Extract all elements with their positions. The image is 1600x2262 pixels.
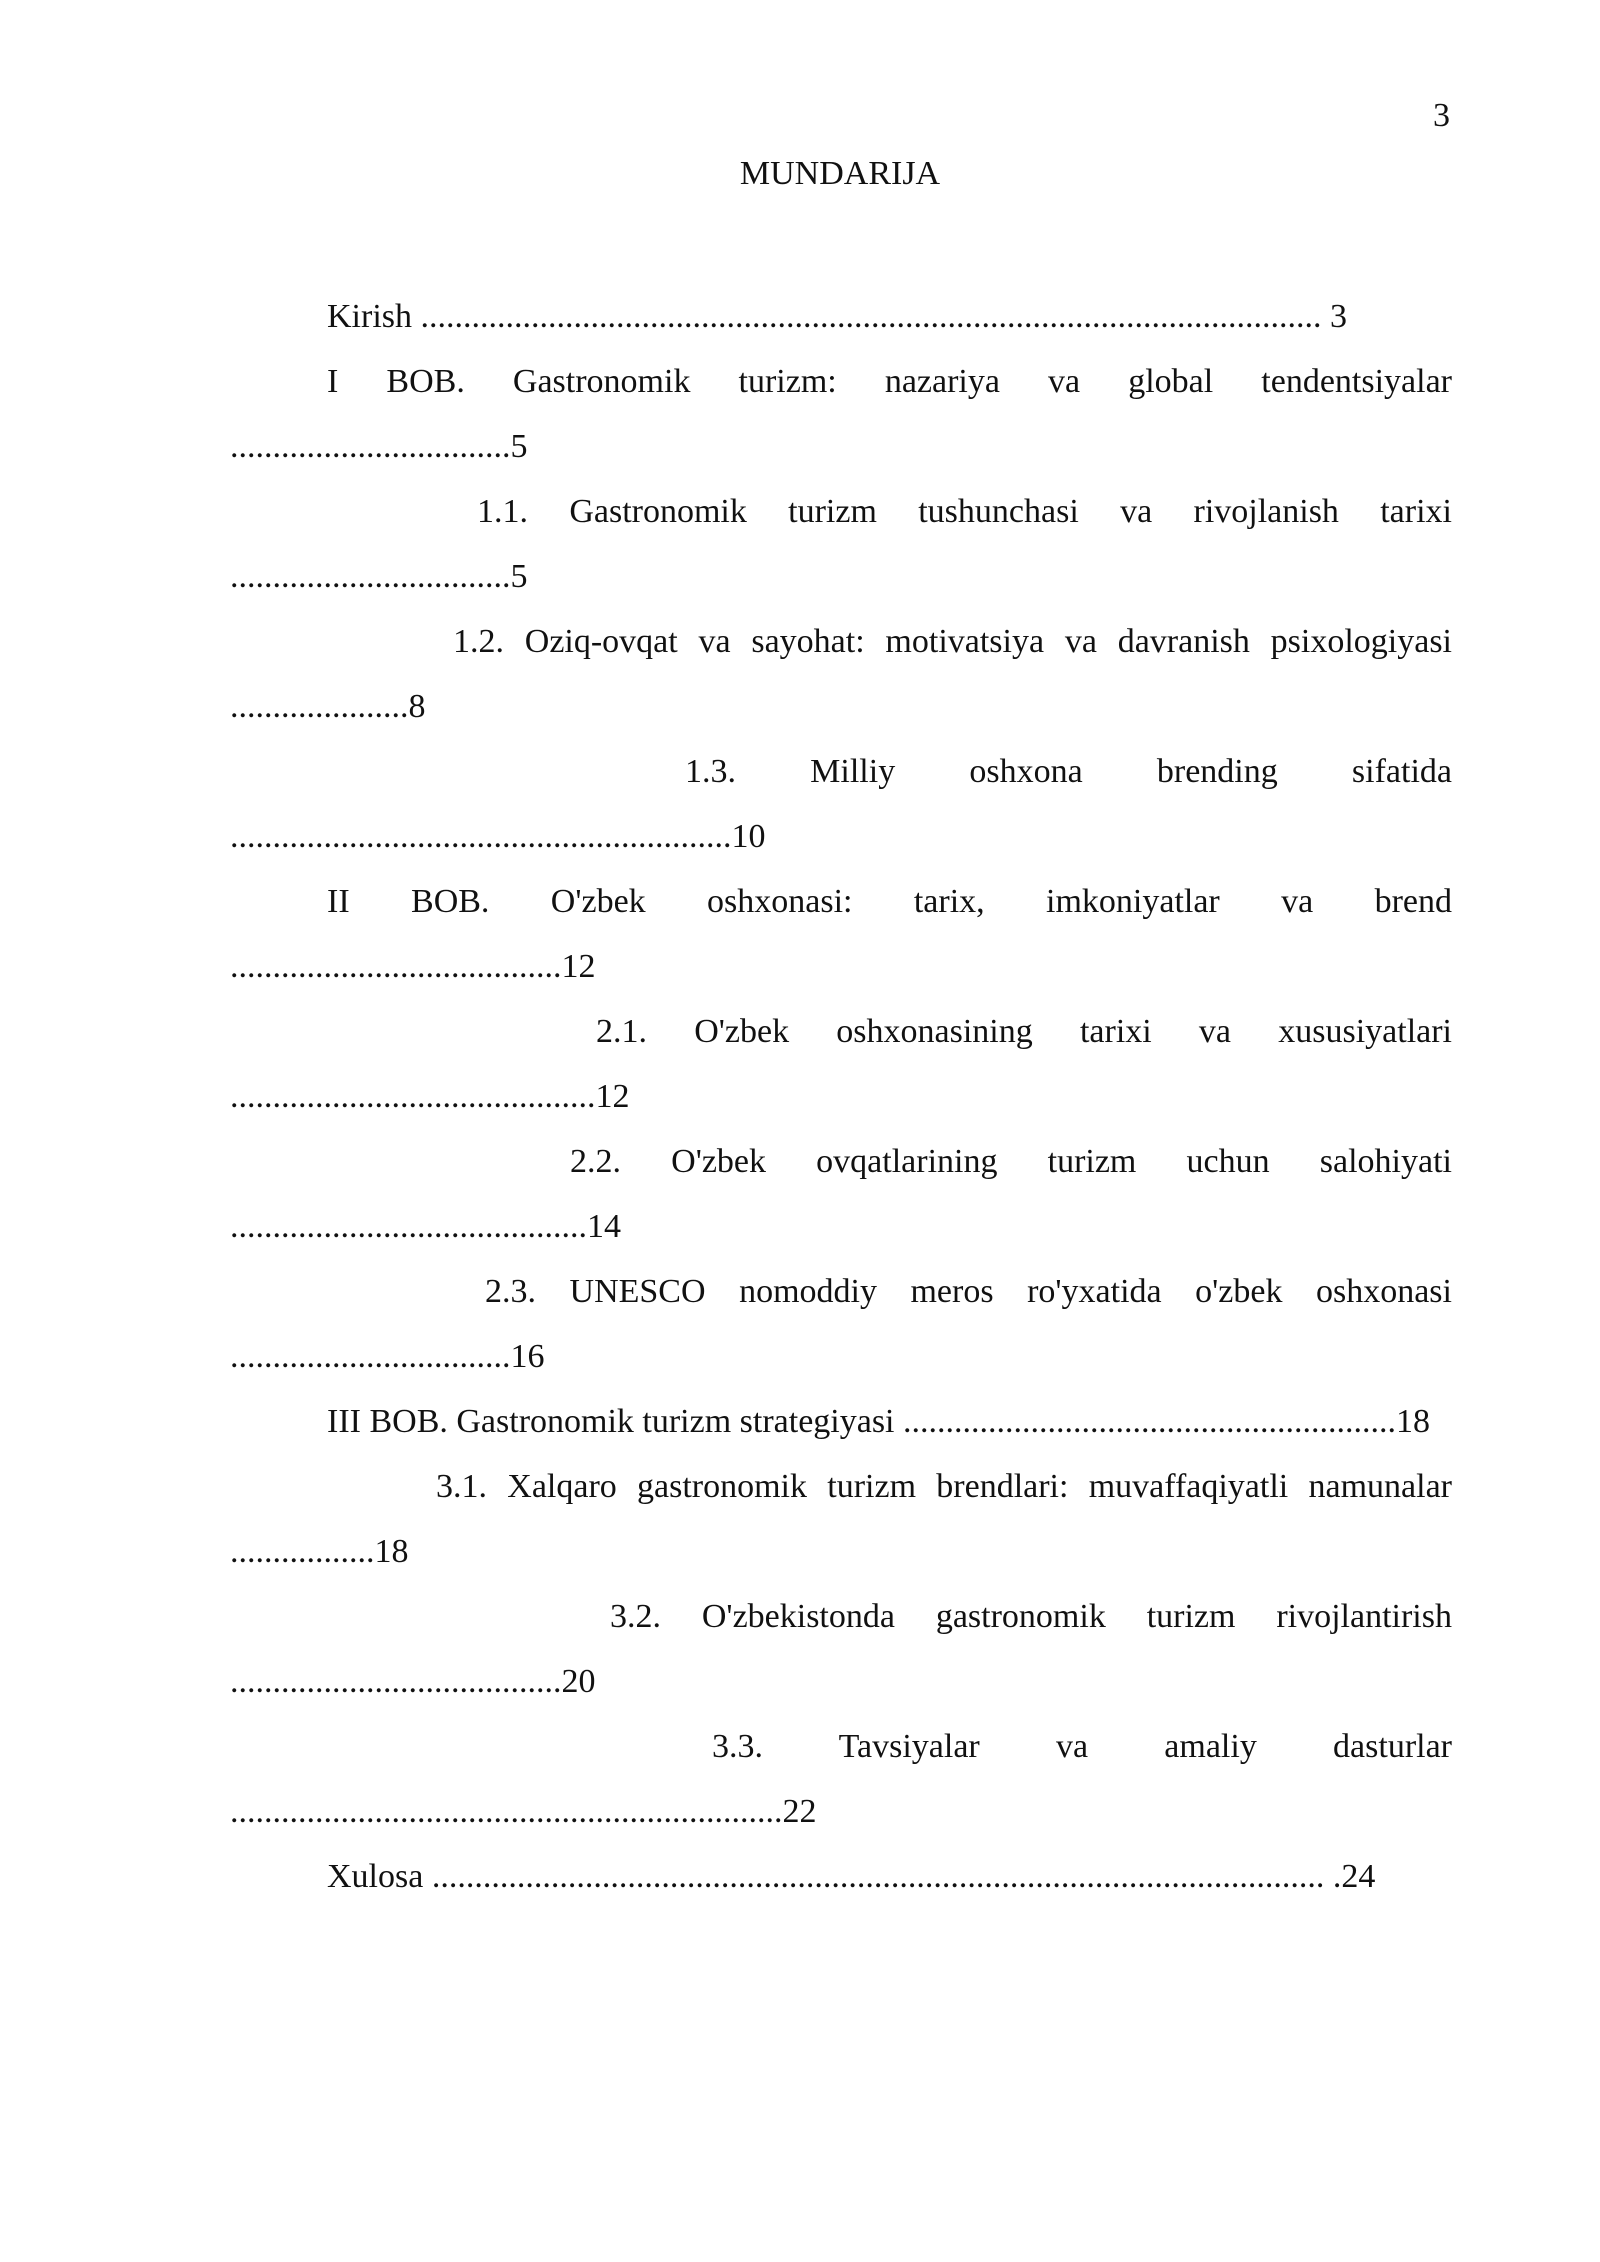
toc-entry-page: 12 [561, 948, 596, 985]
page-title: MUNDARIJA [739, 155, 941, 192]
toc-entry[interactable] [230, 1129, 1452, 1259]
toc-entry[interactable] [230, 1259, 1452, 1389]
toc-entry[interactable] [230, 999, 1452, 1129]
table-of-contents [230, 284, 1452, 1909]
toc-entry-title: III BOB. Gastronomik turizm strategiyasi .......................................................... [327, 1403, 1397, 1440]
toc-entry-title: I BOB. Gastronomik turizm: nazariya va global tendentsiyalar ................................. [230, 363, 1452, 465]
toc-entry[interactable] [230, 739, 1452, 869]
toc-entry-title: 2.1. O'zbek oshxonasining tarixi va xususiyatlari ........................................... [230, 1013, 1452, 1115]
toc-entry-page: 18 [1396, 1403, 1431, 1440]
toc-entry-title: 1.1. Gastronomik turizm tushunchasi va rivojlanish tarixi ................................. [230, 493, 1452, 595]
toc-entry[interactable] [230, 1454, 1452, 1584]
toc-entry-page: 5 [510, 558, 528, 595]
toc-entry-page: 14 [587, 1208, 621, 1245]
toc-entry-title: 3.3. Tavsiyalar va amaliy dasturlar ................................................................. [230, 1728, 1452, 1830]
toc-entry[interactable] [230, 349, 1452, 479]
toc-entry-page: 10 [731, 818, 766, 855]
toc-entry-title: Xulosa ......................................................................................................... [327, 1858, 1325, 1895]
toc-entry-page: 16 [510, 1338, 545, 1375]
toc-entry[interactable] [230, 284, 1452, 349]
toc-entry[interactable] [230, 609, 1452, 739]
toc-entry[interactable] [230, 869, 1452, 999]
toc-entry-page: 3 [1330, 298, 1347, 335]
toc-entry-page: .24 [1332, 1858, 1376, 1895]
toc-entry-title: 1.3. Milliy oshxona brending sifatida ........................................................... [230, 753, 1452, 855]
toc-entry-page: 22 [782, 1793, 817, 1830]
toc-entry-page: 18 [374, 1533, 409, 1570]
toc-entry-title: 3.1. Xalqaro gastronomik turizm brendlari: muvaffaqiyatli namunalar ................. [230, 1468, 1452, 1570]
toc-entry-title: 2.2. O'zbek ovqatlarining turizm uchun salohiyati .......................................... [230, 1143, 1452, 1245]
toc-entry-title: 1.2. Oziq-ovqat va sayohat: motivatsiya va davranish psixologiyasi ..................... [230, 623, 1452, 725]
toc-entry-title: 2.3. UNESCO nomoddiy meros ro'yxatida o'zbek oshxonasi ................................. [230, 1273, 1452, 1375]
toc-entry-page: 12 [595, 1078, 630, 1115]
toc-entry-page: 20 [561, 1663, 596, 1700]
toc-entry[interactable] [230, 479, 1452, 609]
toc-entry[interactable] [230, 1714, 1452, 1844]
toc-entry-title: 3.2. O'zbekistonda gastronomik turizm rivojlantirish ....................................... [230, 1598, 1452, 1700]
toc-entry[interactable] [230, 1844, 1452, 1909]
toc-entry-title: II BOB. O'zbek oshxonasi: tarix, imkoniyatlar va brend ....................................... [230, 883, 1452, 985]
toc-entry[interactable] [230, 1584, 1452, 1714]
toc-entry-page: 8 [408, 688, 426, 725]
page-number: 3 [1433, 97, 1450, 134]
toc-entry[interactable] [230, 1389, 1452, 1454]
toc-entry-title: Kirish .......................................................................................................... [327, 298, 1322, 335]
toc-entry-page: 5 [510, 428, 528, 465]
